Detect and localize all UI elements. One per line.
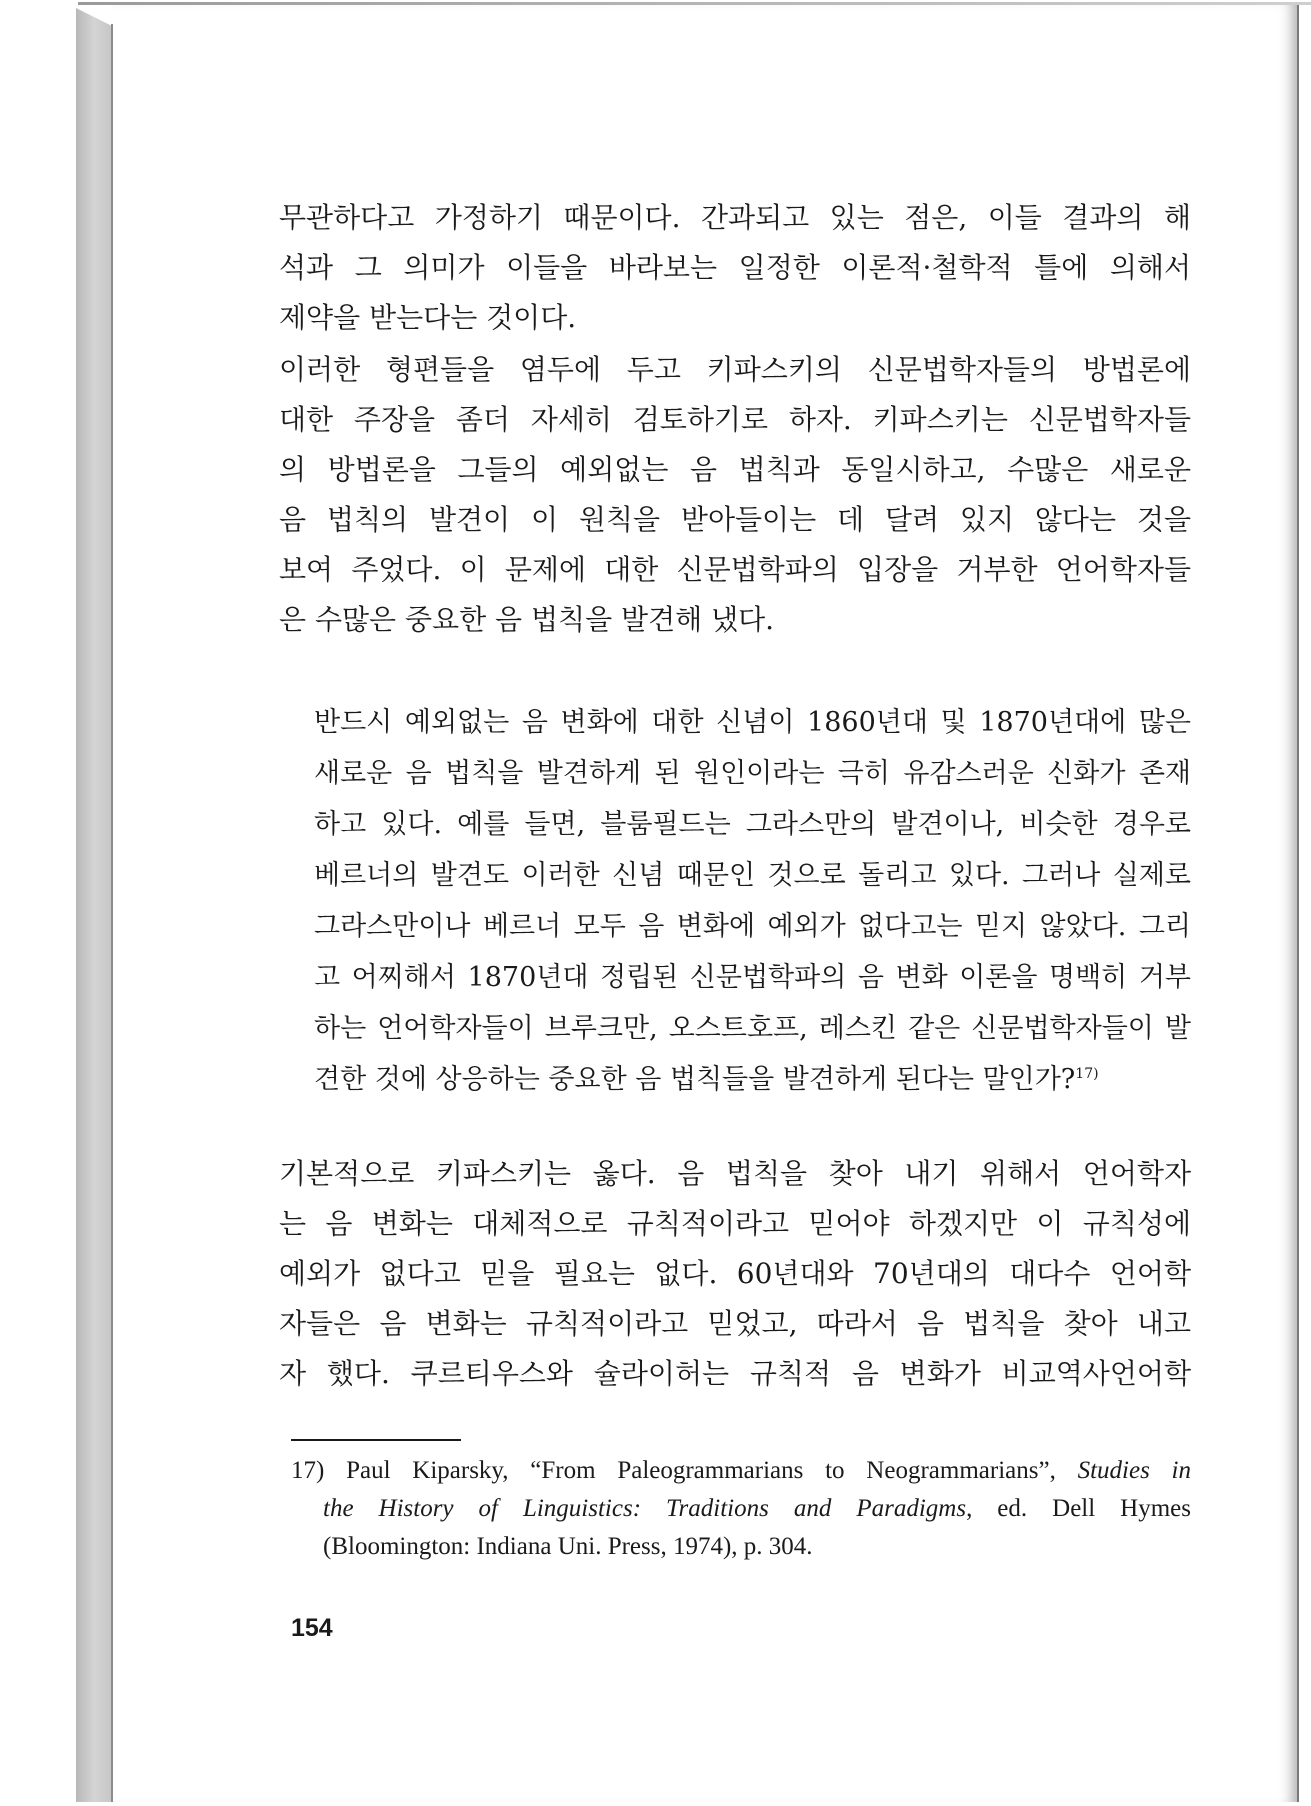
text-line: 기본적으로 키파스키는 옳다. 음 법칙을 찾아 내기 위해서 언어학자	[279, 1157, 1191, 1190]
text-line: 음 법칙의 발견이 이 원칙을 받아들이는 데 달려 있지 않다는 것을	[279, 503, 1191, 536]
quote-line: 하는 언어학자들이 브루크만, 오스트호프, 레스킨 같은 신문법학자들이 발	[314, 1013, 1191, 1044]
text-line: 자들은 음 변화는 규칙적이라고 믿었고, 따라서 음 법칙을 찾아 내고	[279, 1307, 1191, 1340]
text-line: 은 수많은 중요한 음 법칙을 발견해 냈다.	[279, 603, 775, 636]
paragraph-3	[279, 1149, 1191, 1399]
text-line: 보여 주었다. 이 문제에 대한 신문법학파의 입장을 거부한 언어학자들	[279, 553, 1191, 586]
footnote-title-part: Studies in	[1077, 1457, 1191, 1484]
book-spine-edge	[76, 8, 112, 1802]
quote-line: 베르너의 발견도 이러한 신념 때문인 것으로 돌리고 있다. 그러나 실제로	[314, 860, 1191, 891]
text-line: 석과 그 의미가 이들을 바라보는 일정한 이론적·철학적 틀에 의해서	[279, 251, 1191, 284]
footnote	[291, 1452, 1191, 1566]
quote-line-last	[314, 1054, 1191, 1105]
text-line: 예외가 없다고 믿을 필요는 없다. 60년대와 70년대의 대다수 언어학	[279, 1257, 1191, 1290]
quote-line: 반드시 예외없는 음 변화에 대한 신념이 1860년대 및 1870년대에 많은	[314, 707, 1191, 738]
text-line: 이러한 형편들을 염두에 두고 키파스키의 신문법학자들의 방법론에	[279, 353, 1191, 386]
text-line: 대한 주장을 좀더 자세히 검토하기로 하자. 키파스키는 신문법학자들	[279, 403, 1191, 436]
footnote-line	[291, 1490, 1191, 1528]
footnote-title-part: the History of Linguistics: Traditions and Paradigms	[323, 1495, 967, 1522]
text-line: 제약을 받는다는 것이다.	[279, 301, 577, 334]
footnote-ref: 17)	[1075, 1066, 1099, 1082]
quote-line: 하고 있다. 예를 들면, 블룸필드는 그라스만의 발견이나, 비슷한 경우로	[314, 809, 1191, 840]
quote-line-text: 견한 것에 상응하는 중요한 음 법칙들을 발견하게 된다는 말인가?	[314, 1064, 1076, 1095]
footnote-line: (Bloomington: Indiana Uni. Press, 1974), p. 304.	[323, 1533, 813, 1560]
text-line: 무관하다고 가정하기 때문이다. 간과되고 있는 점은, 이들 결과의 해	[279, 201, 1191, 234]
text-line: 의 방법론을 그들의 예외없는 음 법칙과 동일시하고, 수많은 새로운	[279, 453, 1191, 486]
text-line: 는 음 변화는 대체적으로 규칙적이라고 믿어야 하겠지만 이 규칙성에	[279, 1207, 1191, 1240]
page-number: 154	[291, 1614, 333, 1642]
block-quote	[314, 697, 1191, 1105]
paragraph-1	[279, 193, 1191, 343]
quote-line: 새로운 음 법칙을 발견하게 된 원인이라는 극히 유감스러운 신화가 존재	[314, 758, 1191, 789]
footnote-citation: 17) Paul Kiparsky, “From Paleogrammarians to Neogrammarians”,	[291, 1457, 1078, 1484]
quote-line: 고 어찌해서 1870년대 정립된 신문법학파의 음 변화 이론을 명백히 거부	[314, 962, 1191, 993]
footnote-rule	[291, 1439, 461, 1441]
footnote-line	[291, 1452, 1191, 1490]
text-line: 자 했다. 쿠르티우스와 슐라이허는 규칙적 음 변화가 비교역사언어학	[279, 1357, 1191, 1390]
footnote-editor: , ed. Dell Hymes	[966, 1495, 1191, 1522]
paragraph-2	[279, 345, 1191, 645]
quote-line: 그라스만이나 베르너 모두 음 변화에 예외가 없다고는 믿지 않았다. 그리	[314, 911, 1191, 942]
